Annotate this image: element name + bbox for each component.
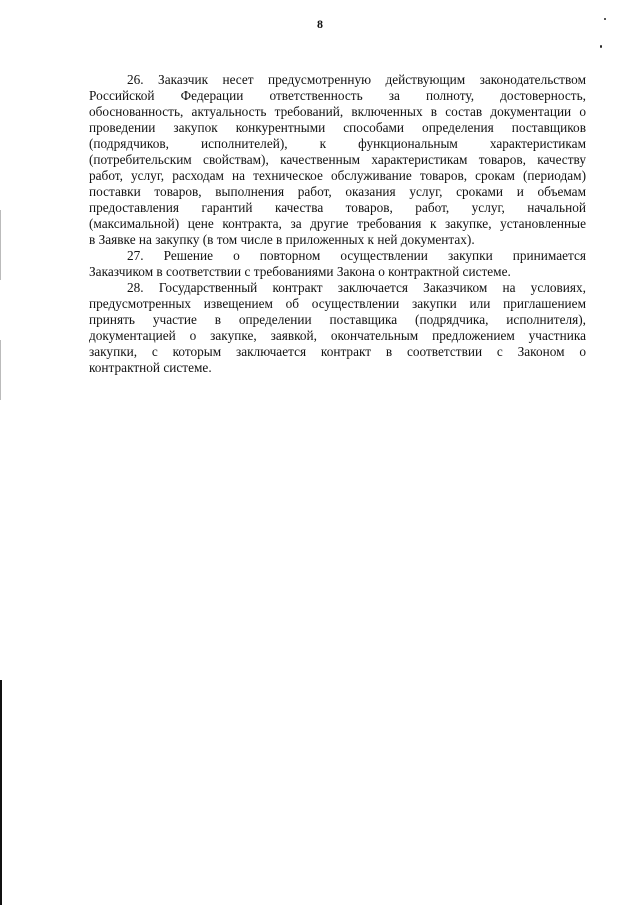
text-line: (потребительским свойствам), качественным характеристикам товаров, качеству (89, 152, 586, 167)
document-body (89, 72, 586, 376)
text-line: контрактной системе. (89, 360, 212, 375)
text-line: документацией о закупке, заявкой, окончательным предложением участника (89, 328, 586, 343)
text-line: в Заявке на закупку (в том числе в приложенных к ней документах). (89, 232, 475, 247)
scan-margin-mark (0, 210, 1, 280)
scan-margin-mark (0, 680, 2, 905)
text-line: предоставления гарантий качества товаров, работ, услуг, начальной (89, 200, 586, 215)
page-number: 8 (317, 17, 323, 31)
text-line: (подрядчиков, исполнителей), к функциональным характеристикам (89, 136, 586, 151)
paragraph-26 (89, 72, 586, 248)
paragraph-27 (89, 248, 586, 280)
text-line: проведении закупок конкурентными способами определения поставщиков (89, 120, 586, 135)
text-line: принять участие в определении поставщика (подрядчика, исполнителя), (89, 312, 586, 327)
paragraph-28 (89, 280, 586, 376)
text-line: обоснованность, актуальность требований, включенных в состав документации о (89, 104, 586, 119)
text-line: Российской Федерации ответственность за полноту, достоверность, (89, 88, 586, 103)
text-line: 26. Заказчик несет предусмотренную действующим законодательством (127, 72, 586, 87)
text-line: Заказчиком в соответствии с требованиями Закона о контрактной системе. (89, 264, 511, 279)
text-line: работ, услуг, расходам на техническое обслуживание товаров, срокам (периодам) (89, 168, 586, 183)
text-line: поставки товаров, выполнения работ, оказания услуг, сроками и объемам (89, 184, 586, 199)
text-line: 28. Государственный контракт заключается Заказчиком на условиях, (127, 280, 586, 295)
text-line: закупки, с которым заключается контракт в соответствии с Законом о (89, 344, 586, 359)
text-line: (максимальной) цене контракта, за другие требования к закупке, установленные (89, 216, 586, 231)
scan-artifact-dot (600, 45, 602, 48)
text-line: предусмотренных извещением об осуществлении закупки или приглашением (89, 296, 586, 311)
text-line: 27. Решение о повторном осуществлении закупки принимается (127, 248, 586, 263)
scan-margin-mark (0, 340, 1, 400)
